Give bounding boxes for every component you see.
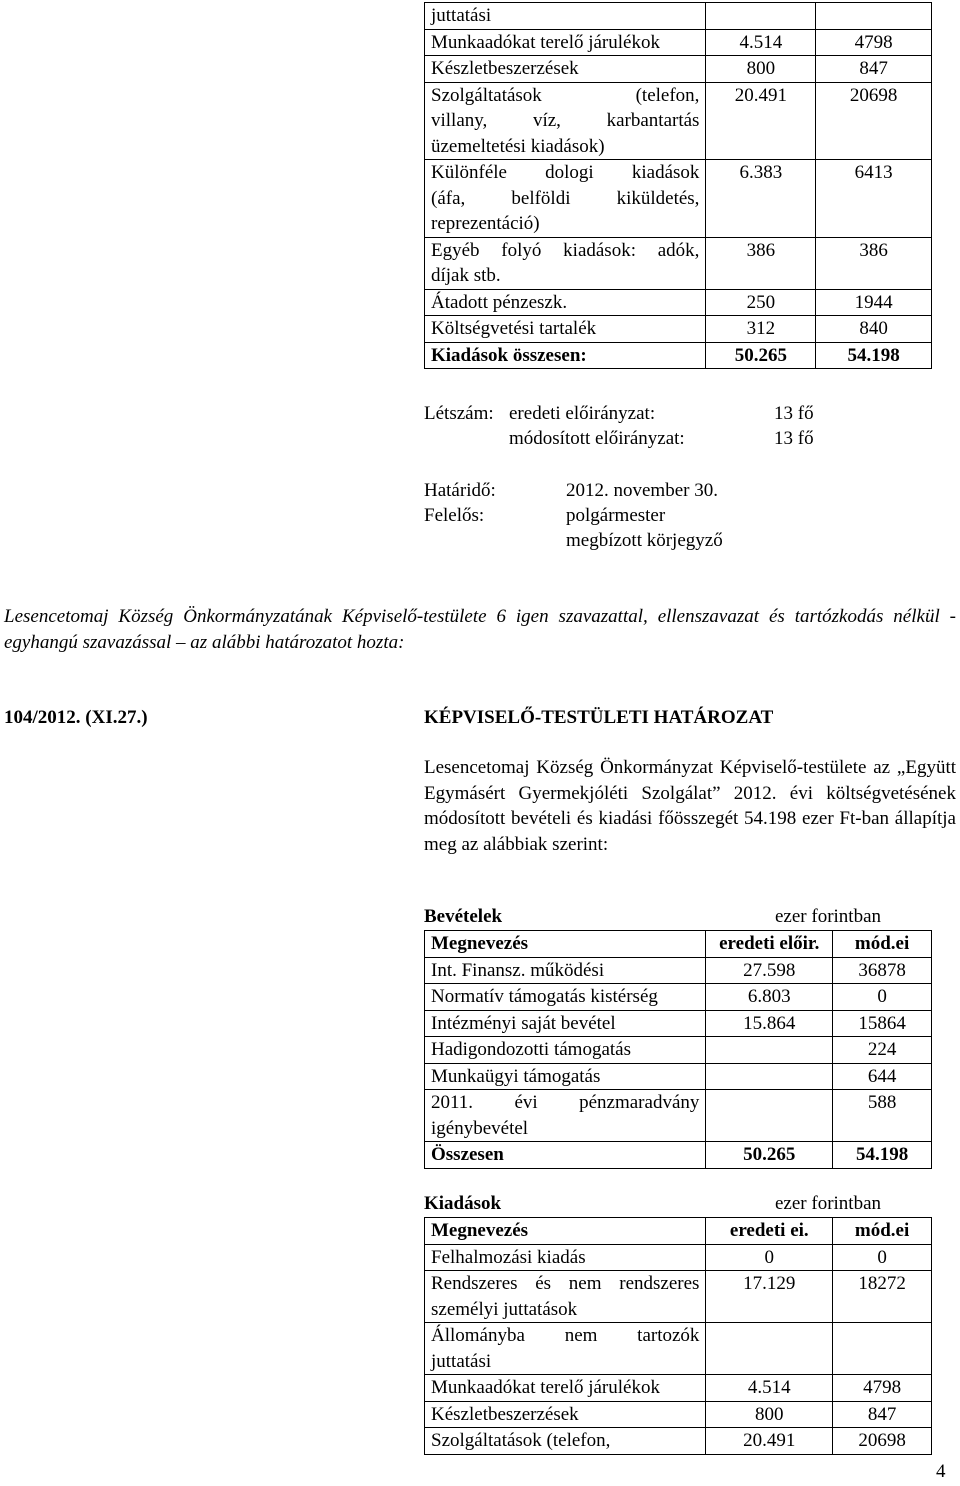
cell-mod: [833, 1323, 932, 1375]
cell-orig: 4.514: [706, 1375, 833, 1402]
cell-orig: 50.265: [706, 342, 816, 369]
cell-mod: 4798: [833, 1375, 932, 1402]
table-row: [425, 1271, 932, 1323]
responsible-value: polgármester: [566, 505, 666, 526]
header-name: Megnevezés: [425, 1218, 706, 1245]
table-row: [425, 1375, 932, 1402]
expenses-caption: Kiadások: [424, 1193, 502, 1214]
table-row: [425, 1010, 932, 1037]
row-label-line: 2011. évi pénzmaradvány: [431, 1092, 700, 1113]
table-row: [425, 1037, 932, 1064]
row-label-line: Különféle dologi kiadások: [431, 162, 700, 183]
row-label: [425, 3, 706, 30]
cell-mod: 6413: [816, 160, 932, 238]
row-label-line: (áfa, belföldi kiküldetés,: [431, 187, 700, 209]
resolution-title: KÉPVISELŐ-TESTÜLETI HATÁROZAT: [424, 707, 774, 728]
cell-orig: 6.803: [706, 984, 833, 1011]
row-label-line: Szolgáltatások (telefon,: [431, 1430, 611, 1451]
cell-orig: 0: [706, 1244, 833, 1271]
row-label-line: Összesen: [431, 1144, 504, 1165]
table-row: [425, 957, 932, 984]
row-label-line: Normatív támogatás kistérség: [431, 986, 658, 1007]
cell-mod: 224: [833, 1037, 932, 1064]
row-label: [425, 957, 706, 984]
deadline-value: 2012. november 30.: [566, 480, 718, 501]
cell-mod: 588: [833, 1090, 932, 1142]
cell-mod: 0: [833, 1244, 932, 1271]
row-label-line: villany, víz, karbantartás: [431, 110, 700, 131]
table-header: [425, 931, 932, 958]
table-row: [425, 316, 932, 343]
expenses-unit: ezer forintban: [775, 1193, 882, 1214]
header-name: Megnevezés: [425, 931, 706, 958]
row-label: [425, 237, 706, 289]
table-row: [425, 3, 932, 30]
staff-orig-value: 13 fő: [774, 403, 814, 424]
row-label: [425, 29, 706, 56]
row-label: [425, 1428, 706, 1455]
row-label-line: Munkaügyi támogatás: [431, 1065, 601, 1087]
cell-orig: 800: [706, 1401, 833, 1428]
table-row: [425, 82, 932, 160]
cell-mod: 0: [833, 984, 932, 1011]
cell-mod: 54.198: [816, 342, 932, 369]
row-label-line: Munkaadókat terelő járulékok: [431, 1377, 660, 1398]
cell-mod: 20698: [833, 1428, 932, 1455]
resolution-body: Lesencetomaj Község Önkormányzat Képviselő-testülete az „Együtt Egymásért Gyermekjóléti Szolgálat” 2012. évi költségvetésének módosított bevételi és kiadási főösszegét 54.198 ezer Ft-ban állapítja meg az alábbiak szerint:: [424, 757, 956, 855]
table-header: [425, 1218, 932, 1245]
cell-mod: 840: [816, 316, 932, 343]
row-label-line: juttatási: [431, 5, 492, 26]
cell-mod: 15864: [833, 1010, 932, 1037]
table-row: [425, 289, 932, 316]
cell-orig: 17.129: [706, 1271, 833, 1323]
cell-mod: 18272: [833, 1271, 932, 1323]
cell-orig: 386: [706, 237, 816, 289]
cell-orig: 250: [706, 289, 816, 316]
cell-mod: 36878: [833, 957, 932, 984]
table-row: [425, 237, 932, 289]
row-label-line: Egyéb folyó kiadások: adók,: [431, 239, 700, 261]
responsible-value-2: megbízott körjegyző: [566, 530, 723, 551]
row-label-line: Int. Finansz. működési: [431, 959, 605, 981]
table-row: [425, 342, 932, 369]
deadline-label: Határidő:: [424, 480, 496, 501]
table-row: [425, 984, 932, 1011]
table-row: [425, 1428, 932, 1455]
expenses-table: [424, 1217, 932, 1455]
cell-orig: 15.864: [706, 1010, 833, 1037]
table-row: [425, 1063, 932, 1090]
row-label-line: Készletbeszerzések: [431, 58, 579, 79]
cell-orig: [706, 1323, 833, 1375]
staff-orig-label: eredeti előirányzat:: [509, 403, 656, 424]
row-label: [425, 1271, 706, 1323]
cell-orig: 20.491: [706, 1428, 833, 1455]
cell-mod: 847: [816, 56, 932, 83]
cell-orig: 27.598: [706, 957, 833, 984]
row-label-line: Szolgáltatások (telefon,: [431, 84, 700, 106]
row-label: [425, 56, 706, 83]
row-label: [425, 316, 706, 343]
cell-orig: 6.383: [706, 160, 816, 238]
cell-orig: [706, 1037, 833, 1064]
row-label: [425, 1090, 706, 1142]
row-label: [425, 1401, 706, 1428]
row-label: [425, 1142, 706, 1169]
cell-orig: 800: [706, 56, 816, 83]
table-row: [425, 160, 932, 238]
expenses-table-continued: [424, 2, 932, 369]
row-label-line: Átadott pénzeszk.: [431, 291, 568, 313]
row-label-line: igénybevétel: [431, 1117, 529, 1139]
row-label-line: Intézményi saját bevétel: [431, 1012, 616, 1034]
row-label: [425, 1037, 706, 1064]
page-number: 4: [936, 1461, 946, 1482]
responsible-label: Felelős:: [424, 505, 485, 526]
revenues-table: [424, 930, 932, 1169]
header-mod: mód.ei: [833, 1218, 932, 1245]
cell-orig: [706, 1090, 833, 1142]
cell-mod: 386: [816, 237, 932, 289]
row-label-line: Kiadások összesen:: [431, 344, 587, 366]
table-row: [425, 56, 932, 83]
table-row: [425, 1142, 932, 1169]
row-label-line: juttatási: [431, 1350, 492, 1372]
row-label: [425, 1323, 706, 1375]
row-label: [425, 289, 706, 316]
cell-mod: [816, 3, 932, 30]
row-label-line: Állományba nem tartozók: [431, 1325, 700, 1346]
revenues-caption: Bevételek: [424, 906, 503, 927]
cell-orig: 312: [706, 316, 816, 343]
revenues-unit: ezer forintban: [775, 906, 882, 927]
cell-mod: 54.198: [833, 1142, 932, 1169]
row-label: [425, 1244, 706, 1271]
header-orig: eredeti ei.: [706, 1218, 833, 1245]
staff-mod-label: módosított előirányzat:: [509, 428, 685, 449]
cell-mod: 1944: [816, 289, 932, 316]
header-mod: mód.ei: [833, 931, 932, 958]
row-label: [425, 342, 706, 369]
cell-orig: [706, 3, 816, 30]
table-row: [425, 1323, 932, 1375]
row-label-line: Költségvetési tartalék: [431, 318, 597, 339]
row-label-line: személyi juttatások: [431, 1298, 578, 1320]
row-label-line: reprezentáció): [431, 213, 540, 234]
row-label: [425, 1375, 706, 1402]
table-row: [425, 1090, 932, 1142]
cell-mod: 4798: [816, 29, 932, 56]
row-label-line: Munkaadókat terelő járulékok: [431, 31, 660, 53]
row-label-line: Hadigondozotti támogatás: [431, 1039, 631, 1060]
cell-orig: 50.265: [706, 1142, 833, 1169]
cell-mod: 644: [833, 1063, 932, 1090]
row-label: [425, 160, 706, 238]
cell-mod: 847: [833, 1401, 932, 1428]
cell-mod: 20698: [816, 82, 932, 160]
cell-orig: [706, 1063, 833, 1090]
row-label: [425, 82, 706, 160]
row-label-line: Felhalmozási kiadás: [431, 1246, 586, 1268]
table-row: [425, 1244, 932, 1271]
row-label: [425, 1010, 706, 1037]
table-row: [425, 29, 932, 56]
row-label-line: Rendszeres és nem rendszeres: [431, 1273, 700, 1294]
cell-orig: 20.491: [706, 82, 816, 160]
row-label: [425, 1063, 706, 1090]
resolution-number: 104/2012. (XI.27.): [4, 707, 148, 728]
staff-label: Létszám:: [424, 403, 494, 424]
table-row: [425, 1401, 932, 1428]
row-label-line: Készletbeszerzések: [431, 1403, 579, 1425]
row-label-line: díjak stb.: [431, 265, 501, 286]
cell-orig: 4.514: [706, 29, 816, 56]
staff-mod-value: 13 fő: [774, 428, 814, 449]
row-label: [425, 984, 706, 1011]
vote-paragraph: Lesencetomaj Község Önkormányzatának Képviselő-testülete 6 igen szavazattal, ellenszavazat és tartózkodás nélkül - egyhangú szavazással – az alábbi határozatot hozta:: [4, 606, 956, 653]
header-orig: eredeti előir.: [706, 931, 833, 958]
row-label-line: üzemeltetési kiadások): [431, 135, 605, 157]
